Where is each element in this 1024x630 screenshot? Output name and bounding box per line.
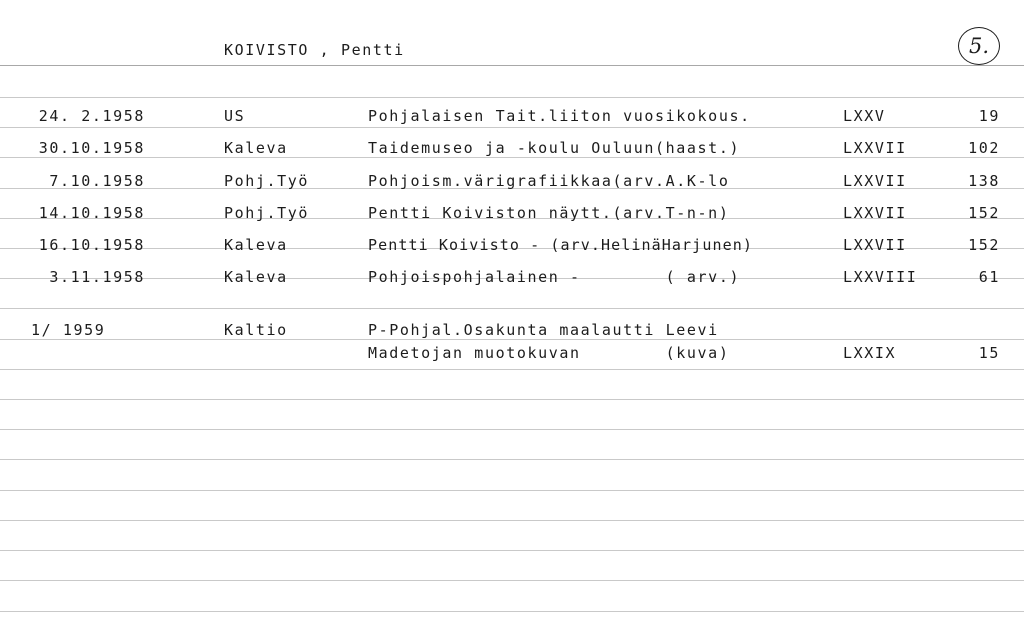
ruled-line xyxy=(0,157,1024,158)
entry-title: Pohjoism.värigrafiikkaa(arv.A.K-lo xyxy=(368,172,730,190)
entry-date: 30.10.1958 xyxy=(38,139,145,157)
person-name: KOIVISTO , Pentti xyxy=(224,41,405,59)
entry-volume: LXXVII xyxy=(843,236,907,254)
header-rule xyxy=(0,65,1024,66)
entry-title: P-Pohjal.Osakunta maalautti Leevi xyxy=(368,321,719,339)
entry-page: 152 xyxy=(968,204,1000,222)
ruled-line xyxy=(0,429,1024,430)
entry-title: Pentti Koiviston näytt.(arv.T-n-n) xyxy=(368,204,730,222)
ruled-line xyxy=(0,339,1024,340)
entry-volume: LXXVIII xyxy=(843,268,918,286)
ruled-line xyxy=(0,580,1024,581)
ruled-line xyxy=(0,97,1024,98)
entry-publication: Kaleva xyxy=(224,139,288,157)
entry-title: Pohjalaisen Tait.liiton vuosikokous. xyxy=(368,107,751,125)
entry-volume: LXXVII xyxy=(843,204,907,222)
entry-volume: LXXV xyxy=(843,107,886,125)
entry-date: 14.10.1958 xyxy=(38,204,145,222)
entry-title: Pentti Koivisto - (arv.HelinäHarjunen) xyxy=(368,236,753,254)
ruled-line xyxy=(0,490,1024,491)
card-number-circle: 5. xyxy=(958,27,1000,65)
entry-volume: LXXIX xyxy=(843,344,897,362)
entry-date: 24. 2.1958 xyxy=(38,107,145,125)
entry-publication: US xyxy=(224,107,246,125)
entry-page: 61 xyxy=(978,268,1000,286)
entry-date: 1/ 1959 xyxy=(31,321,106,339)
entry-volume: LXXVII xyxy=(843,172,907,190)
ruled-line xyxy=(0,550,1024,551)
entry-date: 7.10.1958 xyxy=(49,172,145,190)
entry-publication: Pohj.Työ xyxy=(224,204,310,222)
entry-publication: Kaleva xyxy=(224,236,288,254)
ruled-line xyxy=(0,399,1024,400)
entry-title-continuation: Madetojan muotokuvan (kuva) xyxy=(368,344,730,362)
entry-page: 15 xyxy=(978,344,1000,362)
ruled-line xyxy=(0,308,1024,309)
ruled-line xyxy=(0,520,1024,521)
entry-publication: Kaleva xyxy=(224,268,288,286)
entry-volume: LXXVII xyxy=(843,139,907,157)
entry-publication: Pohj.Työ xyxy=(224,172,310,190)
ruled-line xyxy=(0,611,1024,612)
ruled-line xyxy=(0,369,1024,370)
entry-page: 102 xyxy=(968,139,1000,157)
entry-page: 152 xyxy=(968,236,1000,254)
entry-date: 3.11.1958 xyxy=(49,268,145,286)
entry-title: Pohjoispohjalainen - ( arv.) xyxy=(368,268,741,286)
entry-publication: Kaltio xyxy=(224,321,288,339)
entry-title: Taidemuseo ja -koulu Ouluun(haast.) xyxy=(368,139,741,157)
entry-date: 16.10.1958 xyxy=(38,236,145,254)
entry-page: 19 xyxy=(978,107,1000,125)
entry-page: 138 xyxy=(968,172,1000,190)
ruled-line xyxy=(0,459,1024,460)
ruled-line xyxy=(0,127,1024,128)
